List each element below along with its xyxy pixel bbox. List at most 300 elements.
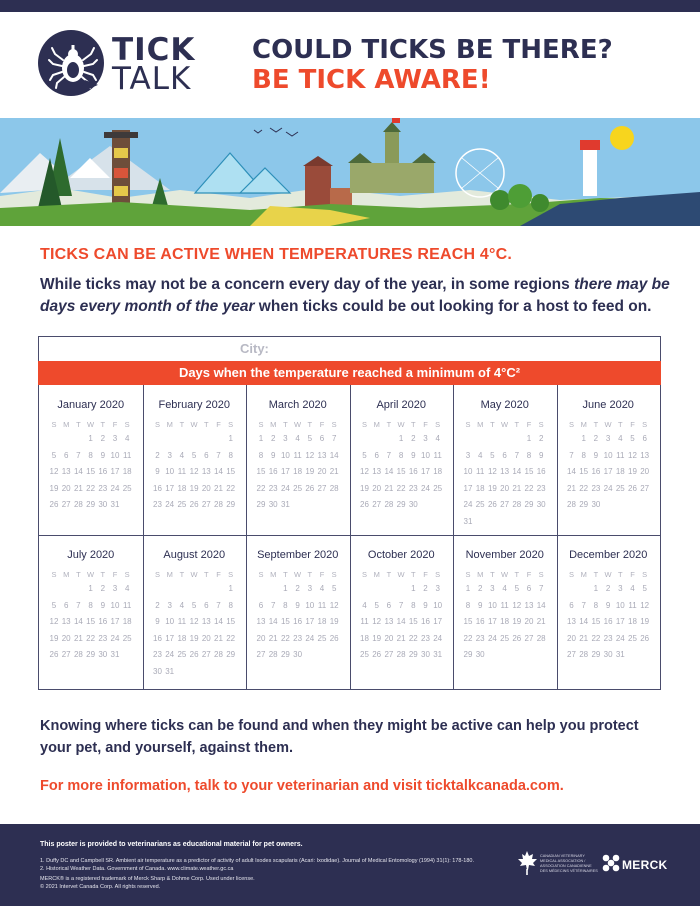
calendar-day[interactable]: 15 — [396, 467, 406, 476]
calendar-day[interactable]: 2 — [538, 434, 544, 443]
calendar-day[interactable]: 21 — [384, 483, 394, 493]
calendar-day[interactable]: 23 — [421, 633, 430, 643]
calendar-day[interactable]: 8 — [526, 450, 532, 460]
calendar-day[interactable]: 29 — [280, 650, 290, 659]
calendar-day[interactable]: 29 — [226, 650, 236, 659]
calendar-day[interactable]: 16 — [603, 617, 613, 626]
calendar-day[interactable]: 28 — [214, 500, 223, 509]
calendar-day[interactable]: 16 — [98, 467, 108, 476]
calendar-day[interactable]: 10 — [165, 467, 175, 476]
calendar-day[interactable]: 13 — [201, 617, 211, 626]
calendar-day[interactable]: 11 — [433, 450, 442, 460]
calendar-day[interactable]: 28 — [268, 650, 278, 659]
calendar-day[interactable]: 27 — [567, 650, 576, 659]
calendar-day[interactable]: 21 — [214, 483, 223, 493]
calendar-day[interactable]: 14 — [268, 617, 278, 626]
calendar-day[interactable]: 9 — [155, 617, 160, 626]
calendar-day[interactable]: 17 — [433, 617, 443, 626]
calendar-day[interactable]: 13 — [201, 467, 211, 476]
calendar-day[interactable]: 19 — [628, 467, 637, 476]
calendar-day[interactable]: 13 — [372, 467, 382, 476]
calendar-day[interactable]: 21 — [268, 633, 278, 643]
calendar-day[interactable]: 21 — [73, 483, 83, 493]
calendar-day[interactable]: 17 — [421, 467, 430, 476]
calendar-day[interactable]: 28 — [73, 500, 83, 509]
calendar-day[interactable]: 22 — [226, 483, 236, 493]
calendar-day[interactable]: 16 — [421, 617, 430, 626]
calendar-day[interactable]: 1 — [283, 584, 288, 593]
calendar-day[interactable]: 21 — [579, 633, 589, 643]
calendar-day[interactable]: 25 — [122, 483, 132, 493]
calendar-day[interactable]: 19 — [49, 483, 59, 493]
calendar-day[interactable]: 1 — [465, 584, 471, 593]
calendar-day[interactable]: 2 — [270, 434, 276, 443]
calendar-day[interactable]: 25 — [628, 633, 637, 643]
calendar-day[interactable]: 26 — [360, 500, 369, 509]
calendar-day[interactable]: 20 — [61, 633, 71, 643]
calendar-day[interactable]: 22 — [86, 633, 96, 643]
calendar-day[interactable]: 20 — [372, 483, 382, 493]
calendar-day[interactable]: 3 — [283, 434, 288, 443]
calendar-day[interactable]: 9 — [155, 467, 160, 476]
calendar-day[interactable]: 6 — [319, 434, 325, 443]
calendar-day[interactable]: 16 — [408, 467, 418, 476]
calendar-day[interactable]: 15 — [256, 467, 266, 476]
calendar-day[interactable]: 26 — [329, 633, 339, 643]
calendar-day[interactable]: 27 — [317, 483, 327, 493]
calendar-day[interactable]: 1 — [593, 584, 599, 593]
calendar-day[interactable]: 19 — [360, 483, 369, 493]
calendar-day[interactable]: 7 — [76, 450, 81, 460]
calendar-day[interactable]: 9 — [100, 600, 106, 610]
calendar-day[interactable]: 15 — [226, 617, 236, 626]
calendar-day[interactable]: 2 — [593, 434, 599, 443]
calendar-day[interactable]: 28 — [214, 650, 223, 659]
calendar-day[interactable]: 14 — [579, 617, 589, 626]
calendar-day[interactable]: 2 — [605, 584, 611, 593]
calendar-day[interactable]: 2 — [295, 584, 300, 593]
calendar-day[interactable]: 23 — [153, 650, 162, 659]
calendar-day[interactable]: 4 — [124, 434, 130, 443]
calendar-day[interactable]: 5 — [630, 434, 635, 443]
calendar-day[interactable]: 3 — [605, 434, 611, 443]
calendar-day[interactable]: 24 — [110, 633, 120, 643]
calendar-day[interactable]: 16 — [98, 617, 108, 626]
calendar-day[interactable]: 15 — [579, 467, 589, 476]
calendar-day[interactable]: 9 — [270, 450, 276, 460]
calendar-day[interactable]: 18 — [475, 483, 485, 493]
calendar-day[interactable]: 18 — [317, 617, 327, 626]
calendar-day[interactable]: 8 — [88, 600, 93, 610]
calendar-day[interactable]: 8 — [581, 450, 586, 460]
calendar-day[interactable]: 3 — [167, 600, 172, 610]
calendar-day[interactable]: 10 — [421, 450, 430, 460]
calendar-day[interactable]: 15 — [524, 467, 534, 476]
calendar-day[interactable]: 27 — [201, 650, 211, 659]
calendar-day[interactable]: 5 — [51, 450, 57, 460]
calendar-day[interactable]: 17 — [110, 617, 120, 626]
calendar-day[interactable]: 29 — [396, 500, 406, 509]
calendar-day[interactable]: 22 — [591, 633, 601, 643]
calendar-day[interactable]: 3 — [435, 584, 440, 593]
calendar-day[interactable]: 24 — [280, 483, 290, 493]
calendar-day[interactable]: 27 — [524, 633, 534, 643]
calendar-day[interactable]: 19 — [512, 617, 522, 626]
calendar-day[interactable]: 10 — [615, 600, 625, 610]
calendar-day[interactable]: 1 — [88, 584, 93, 593]
calendar-day[interactable]: 29 — [579, 500, 589, 509]
calendar-day[interactable]: 9 — [605, 600, 611, 610]
calendar-day[interactable]: 17 — [165, 633, 175, 643]
calendar-day[interactable]: 24 — [603, 483, 613, 493]
calendar-day[interactable]: 23 — [293, 633, 303, 643]
calendar-day[interactable]: 21 — [329, 467, 339, 476]
calendar-day[interactable]: 3 — [112, 434, 118, 443]
calendar-day[interactable]: 18 — [615, 467, 625, 476]
calendar-day[interactable]: 12 — [628, 450, 637, 460]
calendar-day[interactable]: 12 — [329, 600, 339, 610]
calendar-day[interactable]: 23 — [536, 483, 546, 493]
calendar-day[interactable]: 1 — [228, 584, 233, 593]
calendar-day[interactable]: 22 — [524, 483, 534, 493]
calendar-day[interactable]: 20 — [524, 617, 534, 626]
calendar-day[interactable]: 13 — [317, 450, 327, 460]
calendar-day[interactable]: 29 — [256, 500, 266, 509]
calendar-day[interactable]: 1 — [526, 434, 532, 443]
calendar-day[interactable]: 15 — [280, 617, 290, 626]
calendar-day[interactable]: 17 — [305, 617, 315, 626]
calendar-day[interactable]: 20 — [640, 467, 650, 476]
calendar-day[interactable]: 27 — [256, 650, 266, 659]
calendar-day[interactable]: 12 — [640, 600, 650, 610]
calendar-day[interactable]: 30 — [421, 650, 430, 659]
calendar-day[interactable]: 17 — [110, 467, 120, 476]
calendar-day[interactable]: 31 — [280, 500, 290, 509]
calendar-day[interactable]: 26 — [49, 500, 59, 509]
calendar-day[interactable]: 25 — [177, 500, 187, 509]
calendar-day[interactable]: 23 — [603, 633, 613, 643]
calendar-day[interactable]: 29 — [524, 500, 534, 509]
calendar-day[interactable]: 29 — [408, 650, 418, 659]
calendar-day[interactable]: 30 — [408, 500, 418, 509]
calendar-day[interactable]: 31 — [463, 516, 473, 526]
calendar-day[interactable]: 26 — [512, 633, 522, 643]
calendar-day[interactable]: 6 — [386, 600, 392, 610]
calendar-day[interactable]: 21 — [512, 483, 522, 493]
calendar-day[interactable]: 30 — [536, 500, 546, 509]
calendar-day[interactable]: 8 — [228, 600, 233, 610]
calendar-day[interactable]: 1 — [228, 434, 233, 443]
calendar-day[interactable]: 10 — [110, 600, 120, 610]
calendar-day[interactable]: 8 — [283, 600, 288, 610]
calendar-day[interactable]: 28 — [384, 500, 394, 509]
calendar-day[interactable]: 11 — [476, 467, 485, 476]
calendar-day[interactable]: 8 — [593, 600, 599, 610]
calendar-day[interactable]: 18 — [360, 633, 369, 643]
calendar-day[interactable]: 27 — [61, 650, 71, 659]
calendar-day[interactable]: 26 — [487, 500, 497, 509]
calendar-day[interactable]: 5 — [642, 584, 647, 593]
calendar-day[interactable]: 7 — [569, 450, 574, 460]
calendar-day[interactable]: 24 — [615, 633, 625, 643]
calendar-day[interactable]: 30 — [153, 666, 162, 676]
calendar-day[interactable]: 3 — [167, 450, 172, 460]
calendar-day[interactable]: 31 — [433, 650, 443, 659]
calendar-day[interactable]: 24 — [463, 500, 473, 509]
calendar-day[interactable]: 22 — [256, 483, 266, 493]
calendar-day[interactable]: 22 — [86, 483, 96, 493]
calendar-day[interactable]: 21 — [396, 633, 406, 643]
calendar-day[interactable]: 18 — [500, 617, 510, 626]
calendar-day[interactable]: 9 — [423, 600, 428, 610]
calendar-day[interactable]: 25 — [293, 483, 303, 493]
calendar-day[interactable]: 31 — [165, 666, 175, 676]
calendar-day[interactable]: 12 — [372, 617, 382, 626]
calendar-day[interactable]: 22 — [579, 483, 589, 493]
calendar-day[interactable]: 11 — [123, 450, 132, 460]
calendar-day[interactable]: 23 — [268, 483, 278, 493]
calendar-day[interactable]: 23 — [408, 483, 418, 493]
calendar-day[interactable]: 18 — [293, 467, 303, 476]
calendar-day[interactable]: 24 — [110, 483, 120, 493]
calendar-day[interactable]: 21 — [567, 483, 576, 493]
calendar-day[interactable]: 9 — [100, 450, 106, 460]
calendar-day[interactable]: 14 — [73, 467, 83, 476]
calendar-day[interactable]: 24 — [433, 633, 443, 643]
calendar-day[interactable]: 10 — [280, 450, 290, 460]
calendar-day[interactable]: 19 — [189, 483, 199, 493]
calendar-day[interactable]: 5 — [51, 600, 57, 610]
calendar-day[interactable]: 19 — [329, 617, 339, 626]
calendar-day[interactable]: 31 — [110, 500, 120, 509]
calendar-day[interactable]: 23 — [98, 633, 108, 643]
calendar-day[interactable]: 10 — [463, 467, 473, 476]
calendar-day[interactable]: 1 — [581, 434, 586, 443]
calendar-day[interactable]: 25 — [615, 483, 625, 493]
calendar-day[interactable]: 2 — [155, 450, 160, 460]
calendar-day[interactable]: 7 — [216, 450, 221, 460]
calendar-day[interactable]: 4 — [319, 584, 325, 593]
calendar-day[interactable]: 11 — [123, 600, 132, 610]
calendar-day[interactable]: 9 — [477, 600, 483, 610]
calendar-day[interactable]: 7 — [331, 434, 337, 443]
calendar-day[interactable]: 27 — [372, 500, 382, 509]
calendar-day[interactable]: 28 — [73, 650, 83, 659]
calendar-day[interactable]: 11 — [177, 617, 187, 626]
calendar-day[interactable]: 10 — [603, 450, 613, 460]
calendar-day[interactable]: 1 — [258, 434, 264, 443]
calendar-day[interactable]: 13 — [256, 617, 266, 626]
calendar-day[interactable]: 6 — [642, 434, 647, 443]
calendar-day[interactable]: 6 — [502, 450, 507, 460]
calendar-day[interactable]: 4 — [630, 584, 635, 593]
calendar-day[interactable]: 27 — [640, 483, 650, 493]
calendar-day[interactable]: 5 — [191, 450, 197, 460]
calendar-day[interactable]: 3 — [307, 584, 313, 593]
calendar-day[interactable]: 8 — [258, 450, 264, 460]
calendar-day[interactable]: 6 — [63, 600, 69, 610]
calendar-day[interactable]: 4 — [179, 600, 185, 610]
calendar-day[interactable]: 3 — [490, 584, 495, 593]
calendar-day[interactable]: 25 — [500, 633, 510, 643]
calendar-day[interactable]: 12 — [189, 467, 199, 476]
calendar-day[interactable]: 10 — [433, 600, 443, 610]
calendar-day[interactable]: 29 — [226, 500, 236, 509]
calendar-day[interactable]: 27 — [500, 500, 510, 509]
calendar-day[interactable]: 16 — [153, 483, 162, 493]
calendar-day[interactable]: 14 — [396, 617, 406, 626]
calendar-day[interactable]: 12 — [305, 450, 315, 460]
calendar-day[interactable]: 9 — [593, 450, 599, 460]
calendar-day[interactable]: 26 — [305, 483, 315, 493]
calendar-day[interactable]: 31 — [110, 650, 120, 659]
calendar-day[interactable]: 7 — [581, 600, 586, 610]
calendar-day[interactable]: 14 — [214, 617, 223, 626]
calendar-day[interactable]: 7 — [270, 600, 276, 610]
calendar-day[interactable]: 6 — [204, 600, 209, 610]
calendar-day[interactable]: 4 — [618, 434, 623, 443]
calendar-day[interactable]: 28 — [567, 500, 576, 509]
calendar-day[interactable]: 5 — [331, 584, 337, 593]
calendar-day[interactable]: 16 — [475, 617, 485, 626]
calendar-day[interactable]: 15 — [86, 467, 96, 476]
calendar-day[interactable]: 11 — [360, 617, 369, 626]
calendar-day[interactable]: 18 — [177, 483, 187, 493]
calendar-day[interactable]: 20 — [317, 467, 327, 476]
calendar-day[interactable]: 30 — [293, 650, 303, 659]
calendar-day[interactable]: 4 — [124, 584, 130, 593]
calendar-day[interactable]: 11 — [628, 600, 637, 610]
calendar-day[interactable]: 4 — [477, 450, 483, 460]
calendar-day[interactable]: 28 — [512, 500, 522, 509]
calendar-day[interactable]: 24 — [165, 650, 175, 659]
calendar-day[interactable]: 5 — [307, 434, 313, 443]
calendar-day[interactable]: 20 — [384, 633, 394, 643]
calendar-day[interactable]: 22 — [463, 633, 473, 643]
calendar-day[interactable]: 31 — [615, 650, 625, 659]
calendar-day[interactable]: 1 — [411, 584, 416, 593]
calendar-day[interactable]: 3 — [423, 434, 428, 443]
calendar-day[interactable]: 25 — [475, 500, 485, 509]
calendar-day[interactable]: 22 — [396, 483, 406, 493]
calendar-day[interactable]: 26 — [640, 633, 650, 643]
calendar-day[interactable]: 11 — [616, 450, 625, 460]
calendar-day[interactable]: 14 — [73, 617, 83, 626]
calendar-day[interactable]: 2 — [477, 584, 483, 593]
calendar-day[interactable]: 15 — [86, 617, 96, 626]
calendar-day[interactable]: 15 — [408, 617, 418, 626]
calendar-day[interactable]: 15 — [591, 617, 601, 626]
calendar-day[interactable]: 8 — [465, 600, 471, 610]
calendar-day[interactable]: 17 — [463, 483, 473, 493]
calendar-day[interactable]: 5 — [191, 600, 197, 610]
calendar-day[interactable]: 16 — [153, 633, 162, 643]
calendar-day[interactable]: 14 — [536, 600, 546, 610]
calendar-day[interactable]: 8 — [228, 450, 233, 460]
calendar-day[interactable]: 16 — [591, 467, 601, 476]
calendar-day[interactable]: 18 — [122, 617, 132, 626]
calendar-day[interactable]: 30 — [98, 500, 108, 509]
calendar-day[interactable]: 22 — [280, 633, 290, 643]
calendar-day[interactable]: 28 — [536, 633, 546, 643]
calendar-day[interactable]: 2 — [411, 434, 416, 443]
calendar-day[interactable]: 26 — [189, 500, 199, 509]
calendar-day[interactable]: 16 — [293, 617, 303, 626]
calendar-day[interactable]: 18 — [177, 633, 187, 643]
calendar-day[interactable]: 18 — [122, 467, 132, 476]
calendar-day[interactable]: 17 — [615, 617, 625, 626]
calendar-day[interactable]: 10 — [305, 600, 315, 610]
calendar-day[interactable]: 1 — [398, 434, 404, 443]
calendar-day[interactable]: 20 — [567, 633, 576, 643]
calendar-day[interactable]: 8 — [411, 600, 416, 610]
calendar-day[interactable]: 6 — [526, 584, 532, 593]
calendar-day[interactable]: 23 — [475, 633, 485, 643]
calendar-day[interactable]: 30 — [603, 650, 613, 659]
calendar-day[interactable]: 3 — [465, 450, 471, 460]
calendar-day[interactable]: 30 — [268, 500, 278, 509]
calendar-day[interactable]: 27 — [384, 650, 394, 659]
calendar-day[interactable]: 13 — [500, 467, 510, 476]
calendar-day[interactable]: 7 — [386, 450, 392, 460]
calendar-day[interactable]: 27 — [61, 500, 71, 509]
calendar-day[interactable]: 1 — [88, 434, 93, 443]
calendar-day[interactable]: 2 — [423, 584, 428, 593]
calendar-day[interactable]: 21 — [536, 617, 546, 626]
calendar-day[interactable]: 11 — [177, 467, 187, 476]
calendar-day[interactable]: 11 — [317, 600, 327, 610]
calendar-day[interactable]: 15 — [463, 617, 473, 626]
calendar-day[interactable]: 20 — [256, 633, 266, 643]
calendar-day[interactable]: 24 — [487, 633, 497, 643]
calendar-day[interactable]: 26 — [49, 650, 59, 659]
calendar-day[interactable]: 12 — [49, 617, 59, 626]
calendar-day[interactable]: 6 — [258, 600, 264, 610]
calendar-day[interactable]: 26 — [628, 483, 637, 493]
calendar-day[interactable]: 13 — [524, 600, 534, 610]
calendar-day[interactable]: 25 — [177, 650, 187, 659]
calendar-day[interactable]: 7 — [216, 600, 221, 610]
calendar-day[interactable]: 4 — [295, 434, 300, 443]
calendar-day[interactable]: 6 — [374, 450, 379, 460]
calendar-day[interactable]: 20 — [201, 483, 211, 493]
calendar-day[interactable]: 12 — [360, 467, 369, 476]
calendar-day[interactable]: 28 — [579, 650, 589, 659]
calendar-day[interactable]: 13 — [567, 617, 576, 626]
calendar-day[interactable]: 9 — [538, 450, 544, 460]
calendar-day[interactable]: 2 — [100, 584, 106, 593]
calendar-day[interactable]: 6 — [204, 450, 209, 460]
calendar-day[interactable]: 25 — [122, 633, 132, 643]
calendar-day[interactable]: 21 — [214, 633, 223, 643]
calendar-day[interactable]: 29 — [86, 650, 96, 659]
calendar-day[interactable]: 19 — [49, 633, 59, 643]
calendar-day[interactable]: 14 — [329, 450, 339, 460]
calendar-day[interactable]: 29 — [463, 650, 473, 659]
calendar-day[interactable]: 19 — [487, 483, 497, 493]
calendar-day[interactable]: 12 — [189, 617, 199, 626]
calendar-day[interactable]: 4 — [435, 434, 440, 443]
calendar-day[interactable]: 25 — [317, 633, 327, 643]
calendar-day[interactable]: 22 — [226, 633, 236, 643]
calendar-day[interactable]: 13 — [61, 617, 71, 626]
calendar-day[interactable]: 26 — [372, 650, 382, 659]
calendar-day[interactable]: 23 — [153, 500, 162, 509]
calendar-day[interactable]: 26 — [189, 650, 199, 659]
calendar-day[interactable]: 24 — [165, 500, 175, 509]
calendar-day[interactable]: 28 — [396, 650, 406, 659]
calendar-day[interactable]: 12 — [49, 467, 59, 476]
